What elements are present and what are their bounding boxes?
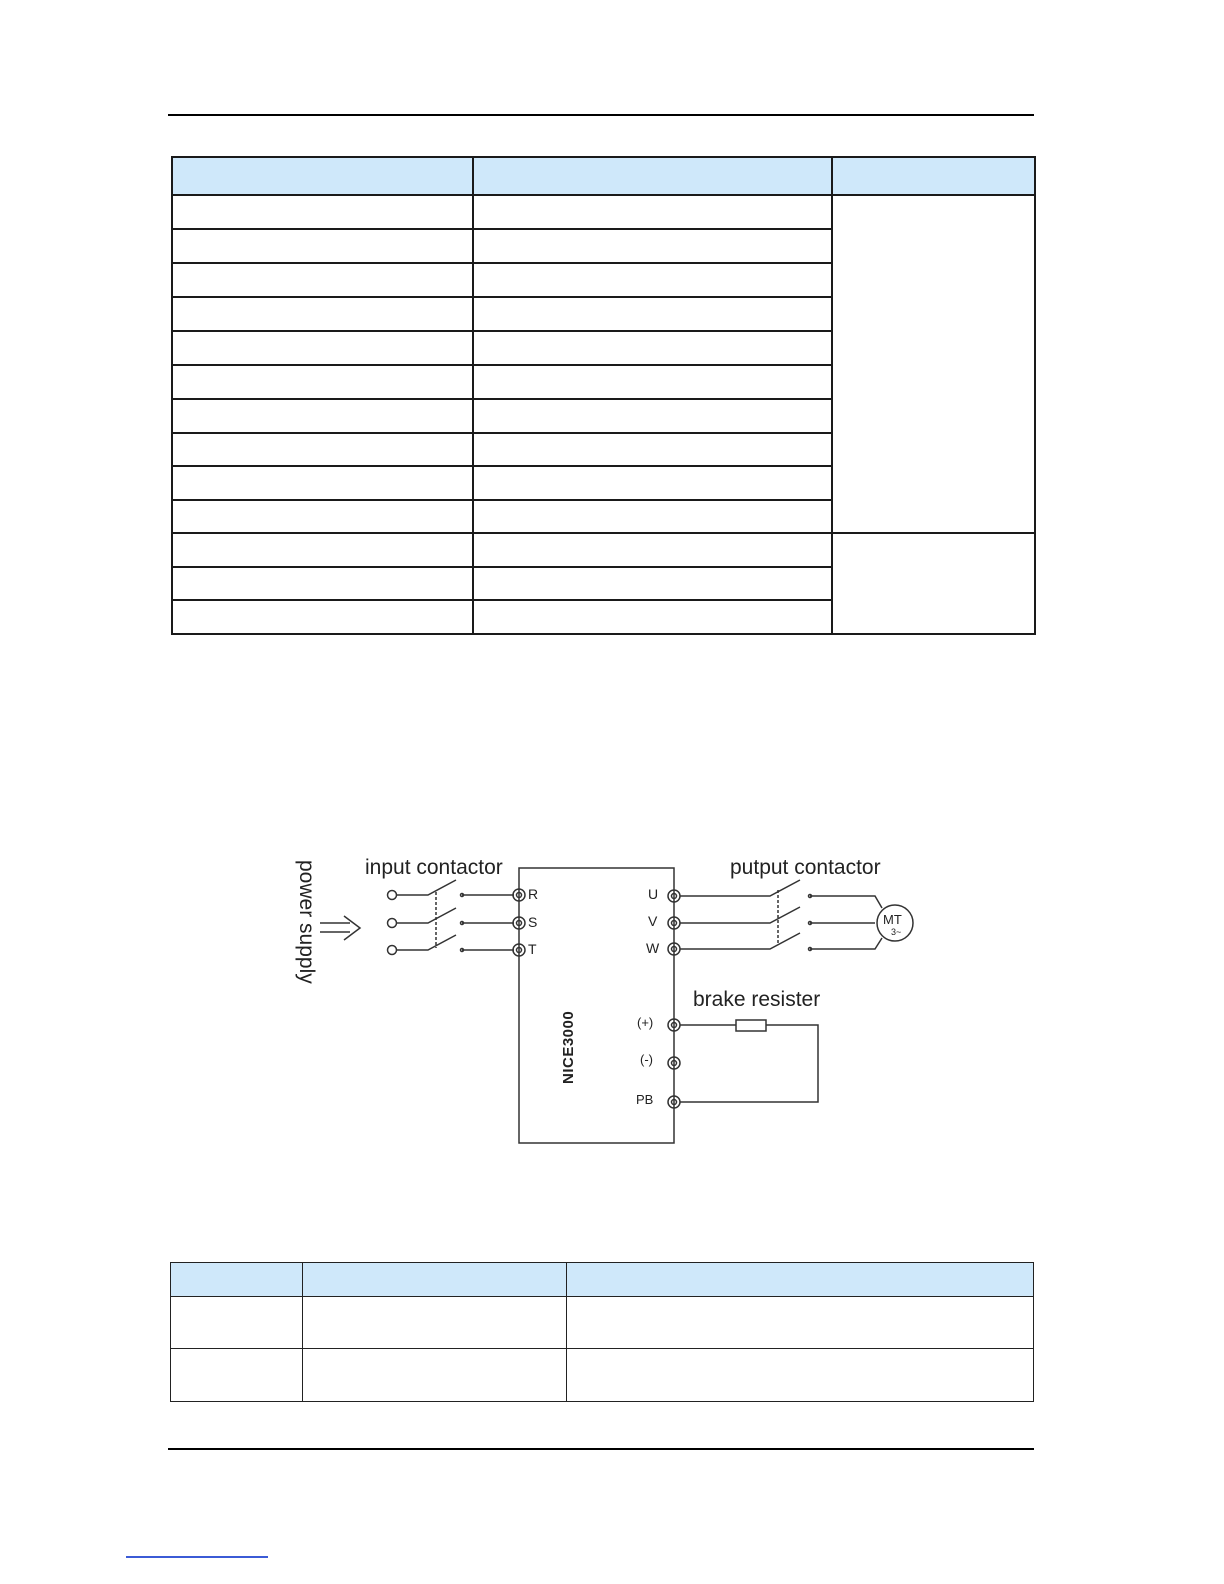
terminal-u: U [648, 886, 659, 902]
device-label: NICE3000 [560, 1010, 577, 1084]
terminal-plus: (+) [637, 1015, 654, 1030]
spec-table-cell [472, 398, 833, 434]
spec-table-cell [472, 194, 833, 230]
supply-terminal-2 [388, 919, 397, 928]
terminal-table-cell [302, 1348, 567, 1402]
terminal-v: V [648, 913, 658, 929]
spec-table-cell [171, 432, 474, 467]
terminal-minus: (-) [640, 1052, 653, 1067]
terminal-table-cell [170, 1296, 303, 1349]
spec-table-cell [472, 364, 833, 400]
spec-table-cell [472, 499, 833, 534]
terminal-table-cell [302, 1296, 567, 1349]
power-supply-label: power supply [295, 860, 318, 984]
terminal-s: S [528, 914, 538, 930]
terminal-table [170, 1262, 1033, 1402]
spec-table-cell [171, 532, 474, 568]
terminal-table-cell [170, 1348, 303, 1402]
motor-label: MT [883, 912, 902, 927]
spec-table-header-cell [472, 156, 833, 196]
supply-terminal-3 [388, 946, 397, 955]
header-rule [168, 114, 1034, 116]
spec-table [171, 156, 1034, 633]
spec-table-cell [472, 532, 833, 568]
output-contactor-label: putput contactor [730, 856, 881, 879]
footer-rule [168, 1448, 1034, 1450]
spec-table-cell [171, 330, 474, 366]
spec-table-cell [472, 599, 833, 635]
terminal-t: T [528, 941, 537, 957]
spec-table-cell [472, 432, 833, 467]
spec-table-cell [171, 499, 474, 534]
spec-table-cell [472, 296, 833, 332]
spec-table-header-cell [171, 156, 474, 196]
brake-resistor-label: brake resister [693, 988, 821, 1011]
spec-table-cell [171, 194, 474, 230]
spec-table-merged-cell [831, 532, 1036, 635]
spec-table-cell [472, 262, 833, 298]
footer-accent-bar [126, 1556, 268, 1558]
spec-table-cell [472, 465, 833, 501]
spec-table-cell [171, 599, 474, 635]
supply-terminal-1 [388, 891, 397, 900]
terminal-table-cell [566, 1348, 1034, 1402]
spec-table-cell [472, 228, 833, 264]
wiring-lines [270, 840, 950, 1160]
terminal-r: R [528, 886, 539, 902]
spec-table-cell [171, 566, 474, 601]
spec-table-cell [472, 330, 833, 366]
spec-table-cell [472, 566, 833, 601]
motor-sub-label: 3~ [891, 927, 902, 937]
input-contactor-label: input contactor [365, 856, 503, 879]
wiring-diagram [270, 840, 950, 1160]
terminal-w: W [646, 940, 660, 956]
terminal-table-header-cell [302, 1262, 567, 1297]
spec-table-cell [171, 262, 474, 298]
supply-arrow [320, 916, 360, 940]
terminal-table-header-cell [170, 1262, 303, 1297]
brake-resistor-symbol [736, 1020, 766, 1031]
spec-table-cell [171, 398, 474, 434]
spec-table-cell [171, 364, 474, 400]
spec-table-cell [171, 228, 474, 264]
spec-table-cell [171, 296, 474, 332]
spec-table-cell [171, 465, 474, 501]
terminal-table-cell [566, 1296, 1034, 1349]
spec-table-merged-cell [831, 194, 1036, 534]
terminal-table-header-cell [566, 1262, 1034, 1297]
terminal-pb: PB [636, 1092, 654, 1107]
spec-table-header-cell [831, 156, 1036, 196]
